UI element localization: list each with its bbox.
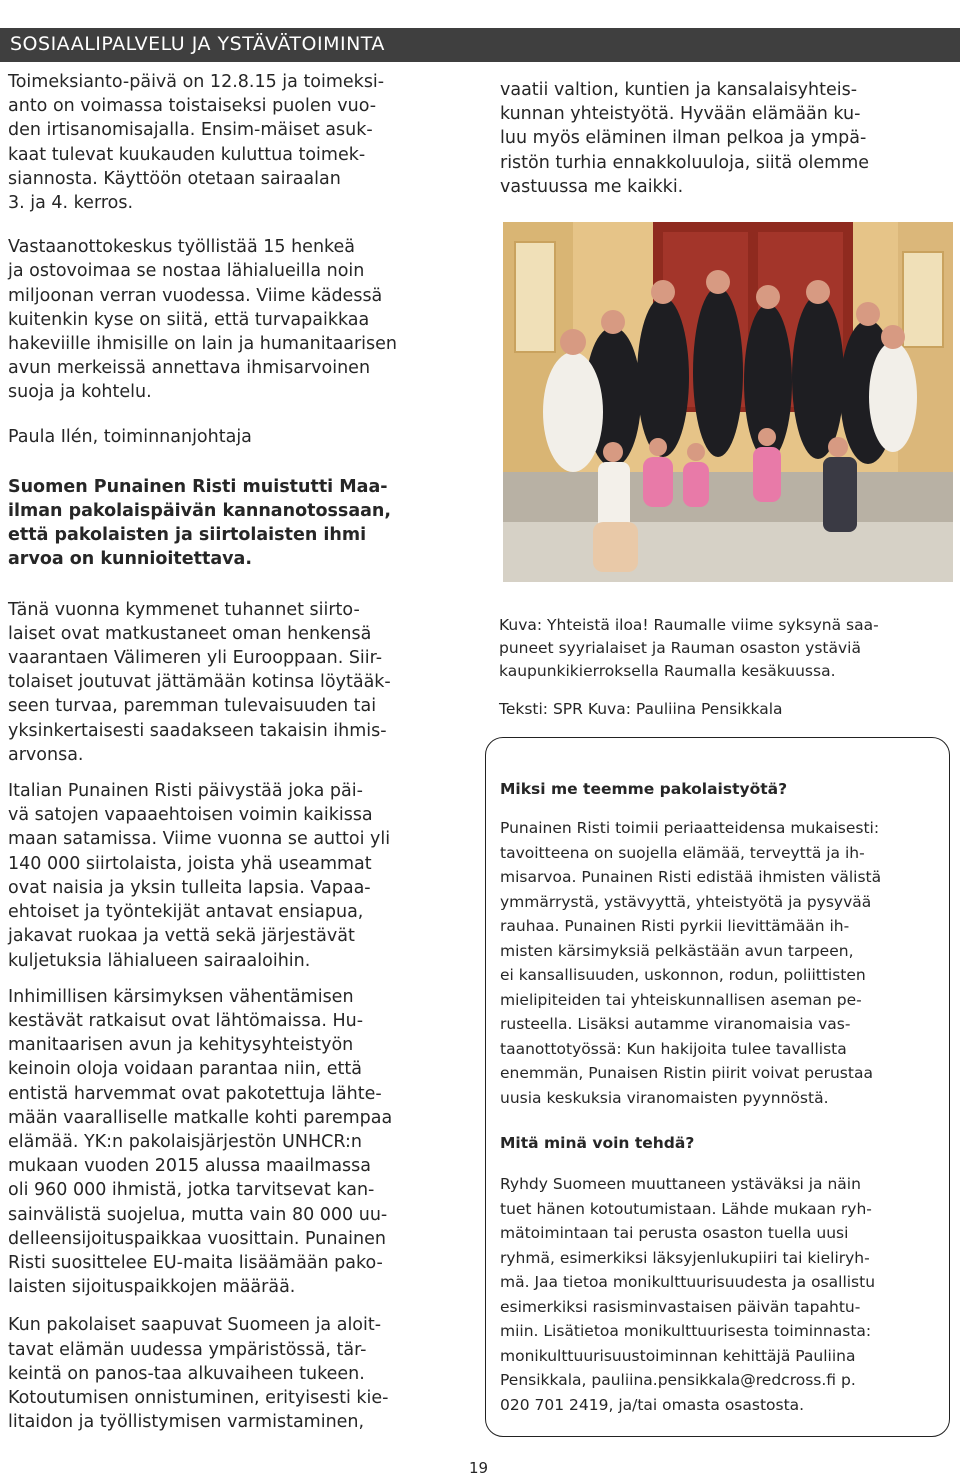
info-box [485, 737, 950, 1437]
heading-what-can-i-do: Mitä minä voin tehdä? [500, 1134, 695, 1152]
paragraph-migrants [8, 598, 470, 767]
text-line: manitaarisen avun ja kehitysyhteistyön [8, 1035, 354, 1056]
text-line: kunnan yhteistyötä. Hyvään elämään ku- [500, 104, 861, 125]
text-line: den irtisanomisajalla. Ensim-mäiset asuk- [8, 120, 373, 141]
text-line: ei kansallisuuden, uskonnon, rodun, poliittisten [500, 966, 866, 984]
text-line: ovat naisia ja yksin tulleita lapsia. Vapaa- [8, 877, 371, 898]
text-line: uusia keskuksia viranomaisten pyynnöstä. [500, 1088, 829, 1107]
text-line: tuet hänen kotoutumistaan. Lähde mukaan ryh- [500, 1199, 872, 1218]
text-line: 140 000 siirtolaista, joista yhä useammat [8, 853, 372, 874]
text-line: tolaiset joutuvat jättämään kotinsa löytääk- [8, 672, 391, 693]
text-line: puneet syyrialaiset ja Rauman osaston ystäviä [499, 639, 861, 657]
text-line: kuitenkin kyse on siitä, että turvapaikkaa [8, 309, 370, 330]
text-line: avun merkeissä annettava ihmisarvoinen [8, 358, 371, 379]
paragraph-assignment [8, 70, 470, 215]
text-line: entistä harvemmat ovat pakotettuja lähte- [8, 1083, 382, 1104]
text-line: rusteella. Lisäksi autamme viranomaisia vas- [500, 1015, 851, 1033]
text-line: arvonsa. [8, 744, 84, 765]
text-line: Inhimillisen kärsimyksen vähentämisen [8, 986, 354, 1007]
right-column [500, 78, 955, 199]
contact-line: Pensikkala, pauliina.pensikkala@redcross.fi p. [500, 1371, 856, 1389]
text-line: että pakolaisten ja siirtolaisten ihmi [8, 525, 367, 546]
paragraph-integration [8, 1313, 470, 1434]
group-photo-illustration [503, 222, 953, 582]
text-line: laiset ovat matkustaneet oman henkensä [8, 623, 372, 644]
text-line: elämää. YK:n pakolaisjärjestön UNHCR:n [8, 1131, 362, 1152]
text-line: maan satamissa. Viime vuonna se auttoi yli [8, 829, 391, 850]
text-line: mä. Jaa tietoa monikulttuurisuudesta ja osallistu [500, 1273, 876, 1291]
text-line: Kun pakolaiset saapuvat Suomeen ja aloit- [8, 1315, 382, 1336]
text-line: taanottotyössä: Kun hakijoita tulee tavallista [500, 1039, 847, 1058]
text-line: jakavat ruokaa ja vettä sekä järjestävät [8, 926, 355, 947]
text-line: kestävät ratkaisut ovat lähtömaissa. Hu- [8, 1010, 364, 1031]
paragraph-employment [8, 235, 470, 404]
text-line: ristön turhia ennakkoluuloja, siitä olemme [500, 152, 870, 173]
text-line: misarvoa. Punainen Risti edistää ihmisten välistä [500, 868, 882, 886]
photo-credits: Teksti: SPR Kuva: Pauliina Pensikkala [499, 700, 783, 718]
text-line: hakeviille ihmisille on lain ja humanitaarisen [8, 334, 397, 355]
section-header-bar [0, 28, 960, 62]
text-line: seen turvaa, paremman tulevaisuuden tai [8, 696, 377, 717]
text-line: oli 960 000 ihmistä, jotka tarvitsevat kan- [8, 1180, 375, 1201]
group-photo [503, 222, 953, 582]
text-line: ilman pakolaispäivän kannanotossaan, [8, 501, 392, 522]
text-line: ehtoiset ja työntekijät antavat ensiapua, [8, 902, 364, 923]
heading-why-refugee-work: Miksi me teemme pakolaistyötä? [500, 780, 788, 798]
text-line: litaidon ja työllistymisen varmistaminen, [8, 1412, 365, 1433]
text-line: Ryhdy Suomeen muuttaneen ystäväksi ja näin [500, 1175, 861, 1193]
text-line: vastuussa me kaikki. [500, 176, 684, 197]
text-line: mätoimintaan tai perusta osaston tuella uusi [500, 1224, 849, 1242]
info-box-content [500, 778, 940, 1417]
text-line: mielipiteiden tai yhteiskunnallisen aseman pe- [500, 990, 862, 1009]
paragraph-italian-red-cross [8, 779, 470, 973]
contact-line: 020 701 2419, ja/tai omasta osastosta. [500, 1395, 805, 1414]
text-line: mukaan vuoden 2015 alussa maailmassa [8, 1156, 371, 1177]
text-line: enemmän, Punaisen Ristin piirit voivat perustaa [500, 1064, 873, 1082]
text-line: Suomen Punainen Risti muistutti Maa- [8, 476, 388, 497]
text-line: keintä on panos-taa alkuvaiheen tukeen. [8, 1363, 365, 1384]
paragraph-why [500, 816, 940, 1110]
text-line: ja ostovoimaa se nostaa lähialueilla noin [8, 261, 365, 282]
text-line: anto on voimassa toistaiseksi puolen vuo- [8, 96, 377, 117]
text-line: yksinkertaisesti saadakseen takaisin ihmis- [8, 720, 387, 741]
author-signature: Paula Ilén, toiminnanjohtaja [8, 426, 252, 447]
text-line: 3. ja 4. kerros. [8, 193, 134, 214]
text-line: Kotoutumisen onnistuminen, erityisesti kie- [8, 1387, 389, 1408]
text-line: keinoin oloja voidaan parantaa niin, että [8, 1059, 362, 1080]
left-column [8, 70, 470, 1434]
text-line: Vastaanottokeskus työllistää 15 henkeä [8, 237, 356, 258]
text-line: delleensijoituspaikkaa vuosittain. Punainen [8, 1228, 386, 1249]
text-line: monikulttuurisuustoiminnan kehittäjä Pauliina [500, 1346, 856, 1365]
text-line: miin. Lisätietoa monikulttuurisesta toiminnasta: [500, 1322, 872, 1340]
text-line: rauhaa. Punainen Risti pyrkii lievittämään ih- [500, 917, 850, 935]
paragraph-what-to-do [500, 1172, 940, 1417]
text-line: laisten sijoituspaikkojen määrää. [8, 1277, 296, 1298]
text-line: Punainen Risti toimii periaatteidensa mukaisesti: [500, 819, 880, 837]
text-line: luu myös eläminen ilman pelkoa ja ympä- [500, 128, 867, 149]
text-line: tavat elämän uudessa ympäristössä, tär- [8, 1339, 367, 1360]
photo-caption [499, 614, 954, 683]
paragraph-continuation [500, 78, 955, 199]
text-line: kaat tulevat kuukauden kuluttua toimek- [8, 144, 366, 165]
text-line: mään vaaralliselle matkalle kohti parempaa [8, 1107, 393, 1128]
text-line: kuljetuksia lähialueen sairaaloihin. [8, 950, 311, 971]
text-line: Tänä vuonna kymmenet tuhannet siirto- [8, 599, 360, 620]
text-line: tavoitteena on suojella elämää, terveyttä ja ih- [500, 843, 865, 862]
paragraph-solutions [8, 985, 470, 1300]
text-line: Toimeksianto-päivä on 12.8.15 ja toimeksi- [8, 72, 385, 92]
text-line: arvoa on kunnioitettava. [8, 549, 253, 570]
text-line: ryhmä, esimerkiksi läksyjenlukupiiri tai kieliryh- [500, 1248, 870, 1267]
text-line: siannosta. Käyttöön otetaan sairaalan [8, 168, 341, 189]
text-line: Kuva: Yhteistä iloa! Raumalle viime syksynä saa- [499, 616, 879, 634]
text-line: misten kärsimyksiä pelkästään avun tarpeen, [500, 941, 854, 960]
text-line: ymmärrystä, ystävyyttä, yhteistyötä ja pysyvää [500, 892, 872, 911]
lead-paragraph [8, 475, 470, 572]
section-title: SOSIAALIPALVELU JA YSTÄVÄTOIMINTA [10, 33, 385, 55]
text-line: vaarantaen Välimeren yli Eurooppaan. Siir- [8, 648, 383, 669]
text-line: Italian Punainen Risti päivystää joka päi- [8, 781, 363, 802]
text-line: kaupunkikierroksella Raumalla kesäkuussa. [499, 662, 836, 680]
text-line: Risti suosittelee EU-maita lisäämään pako- [8, 1252, 383, 1273]
page-number: 19 [469, 1459, 489, 1477]
text-line: esimerkiksi rasisminvastaisen päivän tapahtu- [500, 1297, 861, 1316]
text-line: miljoonan verran vuodessa. Viime kädessä [8, 285, 383, 306]
text-line: vä satojen vapaaehtoisen voimin kaikissa [8, 805, 373, 826]
text-line: sainvälistä suojelua, mutta vain 80 000 uu- [8, 1204, 388, 1225]
text-line: vaatii valtion, kuntien ja kansalaisyhteis- [500, 80, 858, 100]
text-line: suoja ja kohtelu. [8, 382, 152, 403]
